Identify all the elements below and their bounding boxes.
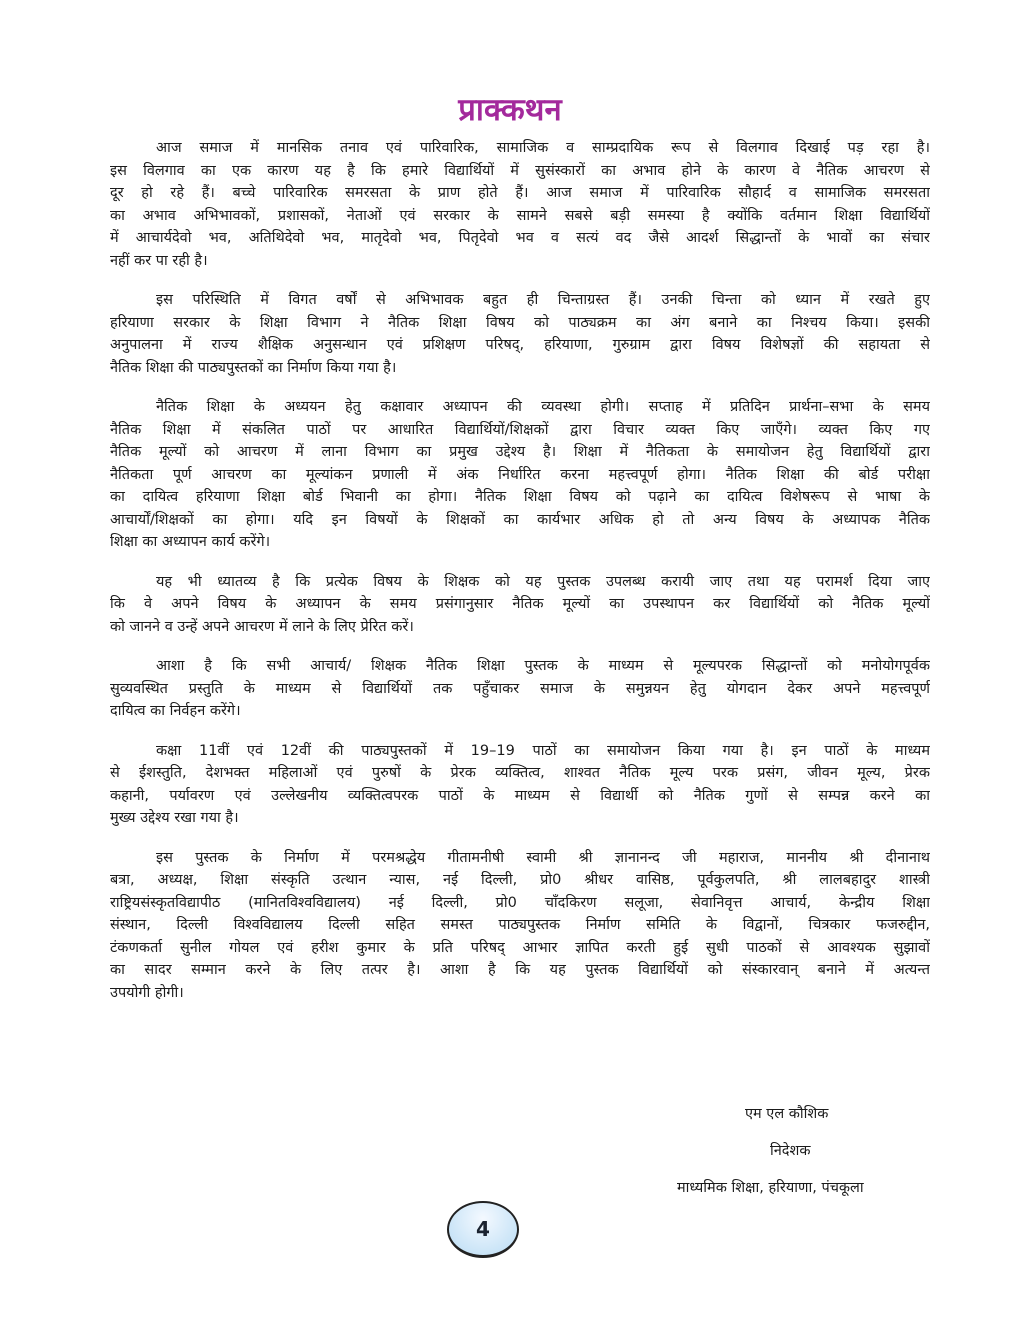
- text-line: हरियाणा सरकार के शिक्षा विभाग ने नैतिक शिक्षा विषय को पाठ्यक्रम का अंग बनाने का निश्चय किया। इसकी: [110, 314, 930, 331]
- text-line: नैतिक मूल्यों को आचरण में लाना विभाग का प्रमुख उद्देश्य है। शिक्षा में नैतिकता के समायोजन हेतु विद्यार्थियों द्वारा: [110, 444, 930, 460]
- page-title: प्राक्कथन: [458, 92, 562, 128]
- foreword-body: [110, 137, 930, 1021]
- text-line: राष्ट्रियसंस्कृतविद्यापीठ (मानितविश्वविद्यालय) नई दिल्ली, प्रो0 चाँदकिरण सलूजा, सेवानिवृत्त आचार्य, केन्द्रीय शिक्षा: [110, 894, 930, 911]
- text-line: कहानी, पर्यावरण एवं उल्लेखनीय व्यक्तित्वपरक पाठों के माध्यम से विद्यार्थी को नैतिक गुणों से सम्पन्न करने का: [110, 787, 930, 804]
- signatory-name: एम एल कौशिक: [745, 1106, 829, 1122]
- signatory-office: माध्यमिक शिक्षा, हरियाणा, पंचकूला: [677, 1180, 864, 1196]
- text-line: सुव्यवस्थित प्रस्तुति के माध्यम से विद्यार्थियों तक पहुँचाकर समाज के समुन्नयन हेतु योगदान देकर अपने महत्त्वपूर्ण: [110, 680, 930, 697]
- text-line: आज समाज में मानसिक तनाव एवं पारिवारिक, सामाजिक व साम्प्रदायिक रूप से विलगाव दिखाई पड़ रहा है।: [156, 140, 930, 156]
- paragraph: [110, 740, 930, 830]
- text-line: कि वे अपने विषय के अध्यापन के समय प्रसंगानुसार नैतिक मूल्यों का उपस्थापन कर विद्यार्थियों को नैतिक मूल्यों: [110, 596, 930, 612]
- text-line: नैतिक शिक्षा में संकलित पाठों पर आधारित विद्यार्थियों/शिक्षकों द्वारा विचार व्यक्त किए जाएँगे। व्यक्त किए गए: [110, 421, 930, 438]
- text-line: नैतिक शिक्षा के अध्ययन हेतु कक्षावार अध्यापन की व्यवस्था होगी। सप्ताह में प्रतिदिन प्रार्थना–सभा के समय: [156, 399, 930, 415]
- paragraph: [110, 396, 930, 554]
- text-line: उपयोगी होगी।: [110, 984, 184, 1001]
- text-line: संस्थान, दिल्ली विश्वविद्यालय दिल्ली सहित समस्त पाठ्यपुस्तक निर्माण समिति के विद्वानों, चित्रकार फजरुद्दीन,: [110, 917, 930, 933]
- text-line: नहीं कर पा रही है।: [110, 252, 208, 269]
- text-line: टंकणकर्ता सुनील गोयल एवं हरीश कुमार के प्रति परिषद् आभार ज्ञापित करती हुई सुधी पाठकों से आवश्यक सुझावों: [110, 939, 930, 956]
- text-line: इस विलगाव का एक कारण यह है कि हमारे विद्यार्थियों में सुसंस्कारों का अभाव होने के कारण वे नैतिक आचरण से: [110, 162, 930, 179]
- text-line: यह भी ध्यातव्य है कि प्रत्येक विषय के शिक्षक को यह पुस्तक उपलब्ध करायी जाए तथा यह परामर्श दिया जाए: [156, 573, 930, 590]
- paragraph: [110, 655, 930, 723]
- text-line: शिक्षा का अध्यापन कार्य करेंगे।: [110, 534, 271, 550]
- text-line: का दायित्व हरियाणा शिक्षा बोर्ड भिवानी का होगा। नैतिक शिक्षा विषय को पढ़ाने का दायित्व विशेषरूप से भाषा के: [110, 489, 930, 505]
- paragraph: [110, 137, 930, 272]
- text-line: का अभाव अभिभावकों, प्रशासकों, नेताओं एवं सरकार के सामने सबसे बड़ी समस्या है क्योंकि वर्तमान शिक्षा विद्यार्थियों: [110, 207, 930, 224]
- text-line: बत्रा, अध्यक्ष, शिक्षा संस्कृति उत्थान न्यास, नई दिल्ली, प्रो0 श्रीधर वासिष्ठ, पूर्वकुलपति, श्री लालबहादुर शास्त्री: [110, 872, 930, 888]
- text-line: का सादर सम्मान करने के लिए तत्पर है। आशा है कि यह पुस्तक विद्यार्थियों को संस्कारवान् बनाने में अत्यन्त: [110, 962, 930, 978]
- text-line: दायित्व का निर्वहन करेंगे।: [110, 703, 241, 719]
- text-line: इस पुस्तक के निर्माण में परमश्रद्धेय गीतामनीषी स्वामी श्री ज्ञानानन्द जी महाराज, माननीय श्री दीनानाथ: [156, 849, 930, 866]
- text-line: नैतिक शिक्षा की पाठ्यपुस्तकों का निर्माण किया गया है।: [110, 359, 397, 376]
- text-line: इस परिस्थिति में विगत वर्षों से अभिभावक बहुत ही चिन्ताग्रस्त हैं। उनकी चिन्ता को ध्यान में रखते हुए: [156, 292, 930, 308]
- text-line: आचार्यों/शिक्षकों का होगा। यदि इन विषयों के शिक्षकों का कार्यभार अधिक हो तो अन्य विषय के अध्यापक नैतिक: [110, 511, 930, 528]
- paragraph: [110, 847, 930, 1005]
- text-line: कक्षा 11वीं एवं 12वीं की पाठ्यपुस्तकों में 19–19 पाठों का समायोजन किया गया है। इन पाठों के माध्यम: [156, 742, 930, 759]
- text-line: दूर हो रहे हैं। बच्चे पारिवारिक समरसता के प्राण होते हैं। आज समाज में पारिवारिक सौहार्द व सामाजिक समरसता: [110, 185, 930, 201]
- text-line: अनुपालना में राज्य शैक्षिक अनुसन्धान एवं प्रशिक्षण परिषद्, हरियाणा, गुरुग्राम द्वारा विषय विशेषज्ञों की सहायता से: [110, 337, 930, 353]
- signatory-designation: निदेशक: [770, 1143, 811, 1159]
- text-line: आशा है कि सभी आचार्य/ शिक्षक नैतिक शिक्षा पुस्तक के माध्यम से मूल्यपरक सिद्धान्तों को मनोयोगपूर्वक: [156, 658, 930, 674]
- page-number: 4: [476, 1217, 490, 1241]
- text-line: को जानने व उन्हें अपने आचरण में लाने के लिए प्रेरित करें।: [110, 618, 414, 635]
- text-line: मुख्य उद्देश्य रखा गया है।: [110, 810, 239, 826]
- text-line: में आचार्यदेवो भव, अतिथिदेवो भव, मातृदेवो भव, पितृदेवो भव व सत्यं वद जैसे आदर्श सिद्धान्तों के भावों का संचार: [110, 230, 930, 246]
- page-number-badge: [447, 1201, 519, 1258]
- paragraph: [110, 571, 930, 639]
- text-line: नैतिकता पूर्ण आचरण का मूल्यांकन प्रणाली में अंक निर्धारित करना महत्त्वपूर्ण होगा। नैतिक शिक्षा की बोर्ड परीक्षा: [110, 466, 930, 483]
- paragraph: [110, 289, 930, 379]
- text-line: से ईशस्तुति, देशभक्त महिलाओं एवं पुरुषों के प्रेरक व्यक्तित्व, शाश्वत नैतिक मूल्य परक प्रसंग, जीवन मूल्य, प्रेरक: [110, 765, 930, 781]
